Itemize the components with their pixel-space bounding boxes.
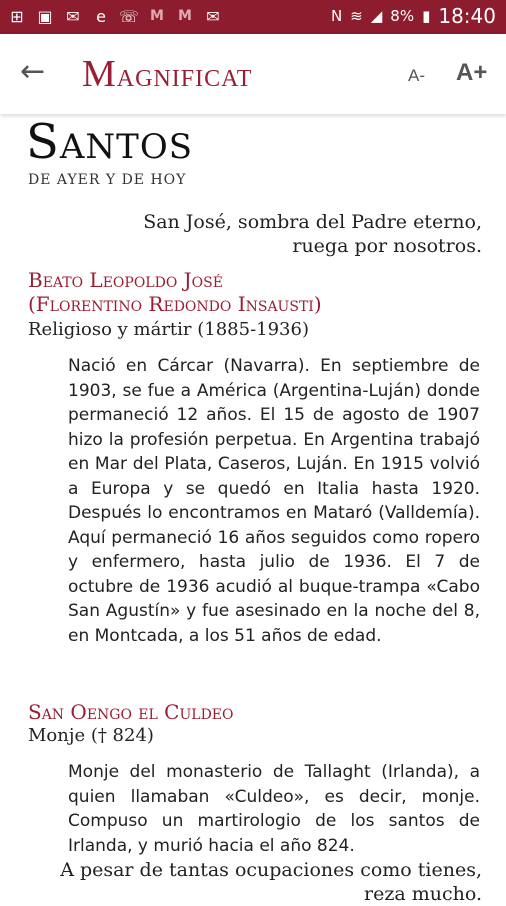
- saint-biography: [68, 760, 480, 858]
- app-bar: [0, 34, 506, 114]
- missed-call-icon: ☏: [118, 6, 139, 26]
- prayer-line: ruega por nosotros.: [292, 235, 482, 257]
- status-right: [331, 4, 496, 28]
- saint-name-line: Beato Leopoldo José: [28, 268, 223, 292]
- biography-text: Monje del monasterio de Tallaght (Irlanda), a quien llamaban «Culdeo», es decir, monje. Compuso un martirologio de los santos de Irlanda, y murió hacia el año 824.: [68, 762, 480, 856]
- page-subtitle: DE AYER Y DE HOY: [28, 172, 187, 188]
- e-app-icon: e: [96, 6, 106, 26]
- saint-biography: [68, 354, 480, 648]
- back-arrow-icon[interactable]: ←: [20, 54, 46, 89]
- clock: 18:40: [438, 4, 496, 28]
- gmail-icon: M: [150, 8, 164, 24]
- mail-icon: ✉: [206, 6, 220, 26]
- decrease-font-button[interactable]: A-: [408, 66, 425, 85]
- saint-name-line: (Florentino Redondo Insausti): [28, 292, 322, 316]
- battery-icon: ▮: [422, 7, 431, 25]
- add-box-icon: ⊞: [10, 6, 24, 26]
- image-icon: ▣: [37, 6, 53, 26]
- app-logo: MAGNIFICAT: [82, 53, 253, 95]
- biography-text: Nació en Cárcar (Navarra). En septiembre de 1903, se fue a América (Argentina-Luján) donde permaneció 12 años. El 15 de agosto de 1907 hizo la profesión perpetua. En Argentina trabajó en Mar del Plata, Caseros, Luján. En 1915 volvió a Europa y se quedó en Italia hasta 1920. Después lo encontramos en Mataró (Valldemía). Aquí permaneció 16 años seguidos como ropero y enfermero, hasta julio de 1936. El 7 de octubre de 1936 acudió al buque-trampa «Cabo San Agustín» y fue asesinado en la noche del 8, en Montcada, a los 51 años de edad.: [68, 356, 480, 646]
- closing-exhortation: [60, 858, 482, 906]
- opening-prayer: [143, 210, 482, 258]
- saint-name: [28, 700, 234, 724]
- exhortation-line: A pesar de tantas ocupaciones como tienes,: [60, 859, 482, 881]
- status-bar: [0, 0, 506, 34]
- saint-role: Monje († 824): [28, 725, 154, 746]
- increase-font-button[interactable]: A+: [456, 59, 488, 86]
- exhortation-line: reza mucho.: [364, 883, 482, 905]
- prayer-line: San José, sombra del Padre eterno,: [143, 211, 482, 233]
- gmail-icon: M: [178, 8, 192, 24]
- battery-percent: 8%: [390, 7, 415, 25]
- saint-name: [28, 268, 322, 316]
- saint-name-line: San Oengo el Culdeo: [28, 700, 234, 724]
- network-indicator: N: [330, 7, 343, 25]
- saint-role: Religioso y mártir (1885-1936): [28, 319, 309, 340]
- message-icon: ✉: [66, 6, 80, 26]
- wifi-icon: ≋: [350, 7, 363, 25]
- notification-icons: [6, 5, 224, 27]
- signal-icon: ◢: [370, 7, 383, 25]
- page-title: Santos: [26, 114, 194, 170]
